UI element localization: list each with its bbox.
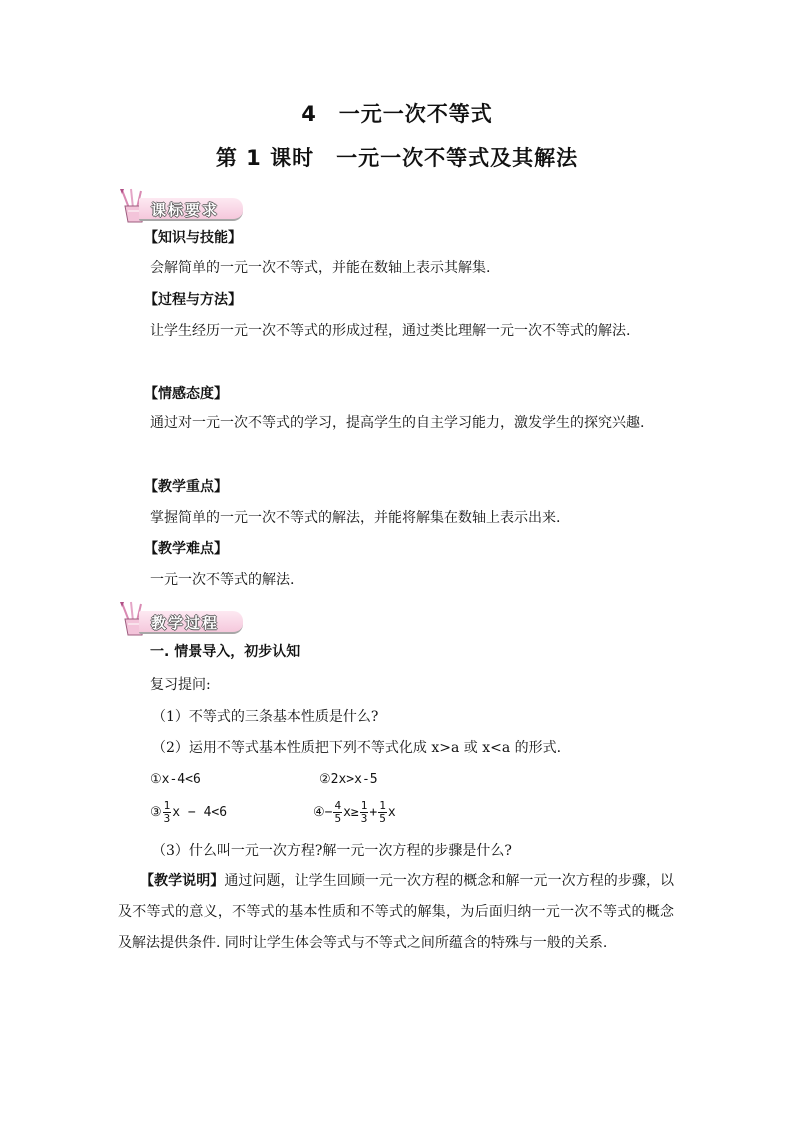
lesson-title: 4 一元一次不等式 — [301, 102, 493, 126]
fraction: $\frac{1}{3}$ — [360, 799, 368, 825]
banner-teaching-process — [117, 601, 247, 637]
banner-label: 教学过程 — [151, 614, 220, 632]
exercise-1: ①x-4<6 — [150, 772, 201, 787]
banner-label: 课标要求 — [151, 201, 220, 219]
fraction: $\frac{4}{5}$ — [334, 799, 342, 825]
step-heading: 一. 情景导入，初步认知 — [150, 644, 301, 660]
teaching-note-heading: 【教学说明】 — [140, 873, 225, 889]
heading-difficulty: 【教学难点】 — [144, 541, 228, 557]
banner-ribbon — [139, 198, 243, 221]
fraction: $\frac{1}{3}$ — [163, 799, 171, 825]
teaching-note-text: 通过问题，让学生回顾一元一次方程的概念和解一元一次方程的步骤，以及不等式的意义，不等式的基本性质和不等式的解集，为后面归纳一元一次不等式的概念及解法提供条件. 同时让学生体会等式与不等式之间所蕴含的特殊与一般的关系. — [118, 873, 675, 951]
text-knowledge: 会解简单的一元一次不等式，并能在数轴上表示其解集. — [150, 260, 491, 276]
text-key-point: 掌握简单的一元一次不等式的解法，并能将解集在数轴上表示出来. — [150, 510, 561, 526]
banner-ribbon — [139, 611, 243, 634]
question-1: （1）不等式的三条基本性质是什么? — [152, 709, 379, 725]
heading-emotion: 【情感态度】 — [144, 386, 228, 402]
lesson-subtitle: 第 1 课时 一元一次不等式及其解法 — [215, 146, 579, 170]
exercise-2: ②2x>x-5 — [319, 772, 378, 787]
banner-curriculum-requirements — [117, 188, 247, 224]
heading-process: 【过程与方法】 — [144, 292, 242, 308]
fraction: $\frac{1}{5}$ — [379, 799, 386, 825]
question-2: （2）运用不等式基本性质把下列不等式化成 x>a 或 x<a 的形式. — [152, 740, 562, 756]
teaching-note — [118, 866, 674, 959]
exercise-4: ④− $\frac{4}{5}$ x≥ $\frac{1}{3}$ + $\frac{1}{5}$ x — [313, 799, 396, 825]
text-process: 让学生经历一元一次不等式的形成过程，通过类比理解一元一次不等式的解法. — [150, 323, 631, 339]
text-difficulty: 一元一次不等式的解法. — [150, 572, 295, 588]
review-label: 复习提问: — [150, 677, 211, 693]
exercise-3: ③ $\frac{1}{3}$ x − 4<6 — [150, 799, 228, 825]
heading-knowledge: 【知识与技能】 — [144, 230, 242, 246]
text-emotion: 通过对一元一次不等式的学习，提高学生的自主学习能力，激发学生的探究兴趣. — [150, 415, 645, 431]
heading-key-point: 【教学重点】 — [144, 479, 228, 495]
question-3: （3）什么叫一元一次方程?解一元一次方程的步骤是什么? — [152, 843, 512, 859]
